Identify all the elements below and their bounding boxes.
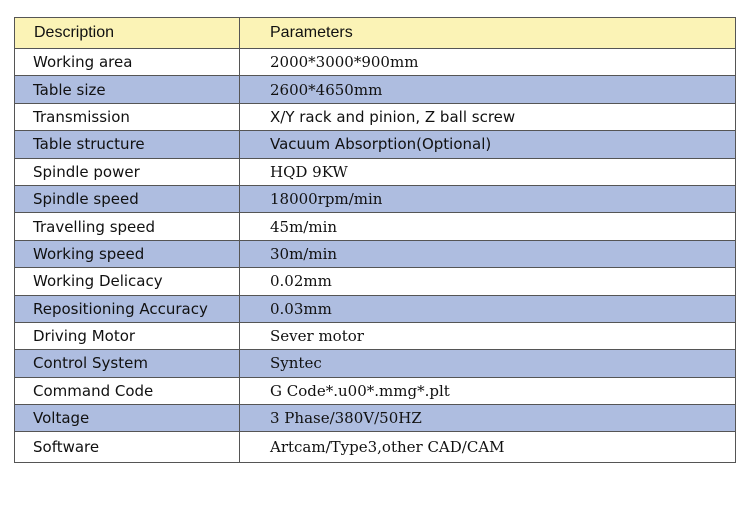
row-parameter: 2000*3000*900mm — [240, 49, 736, 76]
table-row — [15, 158, 736, 185]
table-row — [15, 213, 736, 240]
row-description: Spindle power — [15, 158, 240, 185]
row-parameter: Sever motor — [240, 322, 736, 349]
spec-table — [14, 17, 736, 463]
table-row — [15, 377, 736, 404]
row-parameter: 3 Phase/380V/50HZ — [240, 405, 736, 432]
row-description: Voltage — [15, 405, 240, 432]
row-parameter: 0.02mm — [240, 268, 736, 295]
row-parameter: 0.03mm — [240, 295, 736, 322]
table-row — [15, 432, 736, 463]
table-row — [15, 185, 736, 212]
row-description: Working area — [15, 49, 240, 76]
row-parameter: 2600*4650mm — [240, 76, 736, 103]
row-description: Travelling speed — [15, 213, 240, 240]
table-row — [15, 103, 736, 130]
row-parameter: G Code*.u00*.mmg*.plt — [240, 377, 736, 404]
row-description: Repositioning Accuracy — [15, 295, 240, 322]
table-row — [15, 49, 736, 76]
table-row — [15, 240, 736, 267]
row-description: Table structure — [15, 131, 240, 158]
row-description: Spindle speed — [15, 185, 240, 212]
row-parameter: 30m/min — [240, 240, 736, 267]
row-description: Working speed — [15, 240, 240, 267]
row-parameter: Vacuum Absorption(Optional) — [240, 131, 736, 158]
table-row — [15, 350, 736, 377]
table-row — [15, 405, 736, 432]
row-description: Software — [15, 432, 240, 463]
header-description: Description — [15, 18, 240, 49]
row-description: Table size — [15, 76, 240, 103]
row-parameter: 18000rpm/min — [240, 185, 736, 212]
table-row — [15, 322, 736, 349]
table-row — [15, 131, 736, 158]
table-header-row — [15, 18, 736, 49]
row-description: Command Code — [15, 377, 240, 404]
header-parameters: Parameters — [240, 18, 736, 49]
table-row — [15, 295, 736, 322]
row-parameter: 45m/min — [240, 213, 736, 240]
table-row — [15, 268, 736, 295]
row-parameter: HQD 9KW — [240, 158, 736, 185]
table-row — [15, 76, 736, 103]
row-description: Transmission — [15, 103, 240, 130]
row-parameter: Artcam/Type3,other CAD/CAM — [240, 432, 736, 463]
row-description: Driving Motor — [15, 322, 240, 349]
row-parameter: X/Y rack and pinion, Z ball screw — [240, 103, 736, 130]
row-description: Control System — [15, 350, 240, 377]
row-parameter: Syntec — [240, 350, 736, 377]
row-description: Working Delicacy — [15, 268, 240, 295]
